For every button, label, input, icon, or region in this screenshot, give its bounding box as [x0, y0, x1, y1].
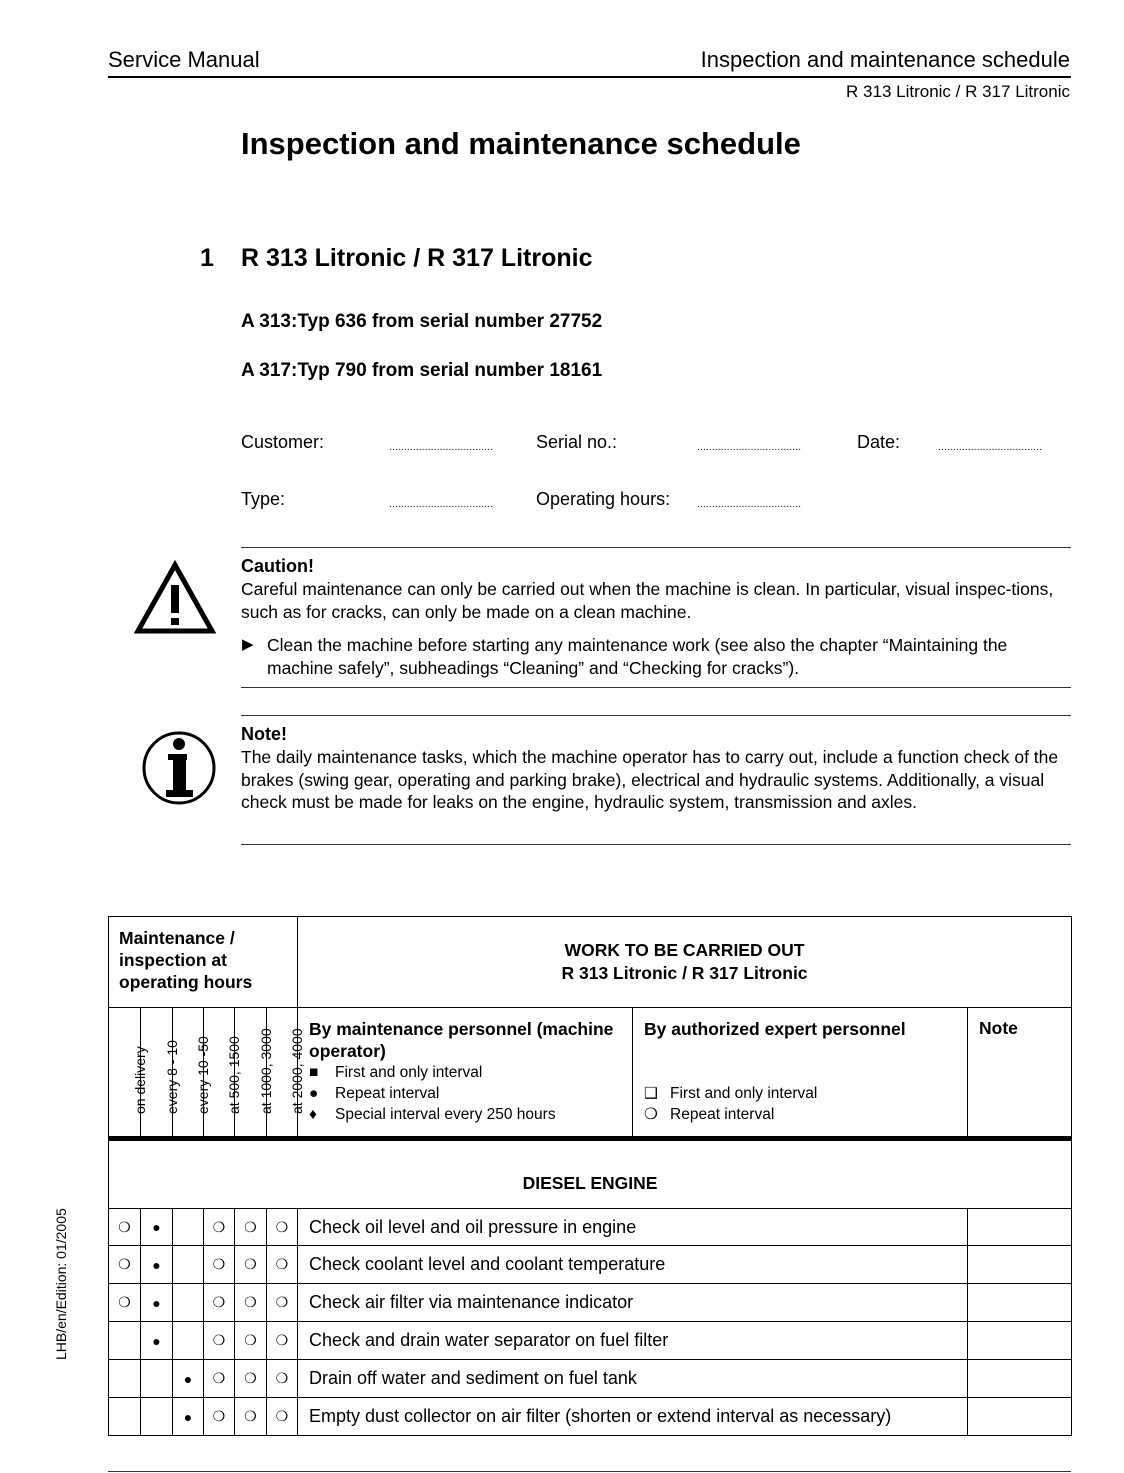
- section-title: R 313 Litronic / R 317 Litronic: [241, 244, 593, 272]
- interval-mark: ❍: [204, 1360, 235, 1398]
- interval-mark: ❍: [235, 1398, 267, 1436]
- expert-title: By authorized expert personnel: [644, 1019, 906, 1039]
- interval-label: every 8 - 10: [163, 1040, 180, 1114]
- interval-mark: [173, 1209, 204, 1246]
- hollow-square-icon: ❑: [644, 1085, 658, 1102]
- header-rule: [108, 76, 1071, 78]
- interval-mark: ❍: [204, 1398, 235, 1436]
- serial-label: Serial no.:: [536, 432, 618, 452]
- header-left: Service Manual: [108, 47, 260, 72]
- interval-mark: [173, 1322, 204, 1360]
- note-heading: Note!: [241, 724, 287, 744]
- interval-mark: ❍: [267, 1209, 298, 1246]
- table-row: [109, 1398, 1072, 1436]
- table-row: [109, 1322, 1072, 1360]
- interval-mark: ❍: [235, 1246, 267, 1284]
- note-col-header: Note: [968, 1008, 1072, 1139]
- interval-mark: ❍: [235, 1360, 267, 1398]
- personnel-legend: [309, 1062, 622, 1125]
- interval-label: on delivery: [131, 1046, 148, 1114]
- interval-mark: ❍: [235, 1209, 267, 1246]
- table-row: [109, 1209, 1072, 1246]
- interval-col-500: [204, 1008, 242, 1139]
- caution-bottom-rule: [241, 687, 1071, 688]
- interval-mark: [173, 1246, 204, 1284]
- interval-mark: ❍: [204, 1284, 235, 1322]
- header-right: Inspection and maintenance schedule: [700, 47, 1070, 72]
- note-cell: [968, 1322, 1072, 1360]
- interval-mark: ●: [141, 1322, 173, 1360]
- interval-header: Maintenance / inspection at operating hours: [109, 917, 298, 1008]
- expert-legend: [644, 1083, 957, 1125]
- task-text: Check and drain water separator on fuel filter: [298, 1322, 968, 1360]
- interval-mark: ❍: [267, 1360, 298, 1398]
- customer-label: Customer:: [241, 432, 325, 452]
- interval-mark: [173, 1284, 204, 1322]
- section-diesel-engine: DIESEL ENGINE: [109, 1139, 1072, 1209]
- table-row: [109, 1360, 1072, 1398]
- interval-col-2000: [267, 1008, 305, 1139]
- bullet-arrow-icon: ▶: [242, 636, 254, 653]
- note-cell: [968, 1246, 1072, 1284]
- interval-col-on-delivery: [109, 1008, 148, 1139]
- table-row: [109, 1246, 1072, 1284]
- interval-mark: ●: [141, 1246, 173, 1284]
- task-text: Drain off water and sediment on fuel tank: [298, 1360, 968, 1398]
- work-header: [298, 917, 1072, 1008]
- interval-label: at 500, 1500: [226, 1036, 242, 1114]
- date-field[interactable]: ...................................: [938, 442, 1043, 453]
- page-title: Inspection and maintenance schedule: [241, 126, 801, 161]
- interval-mark: [109, 1398, 141, 1436]
- work-header-title: WORK TO BE CARRIED OUT: [564, 940, 805, 960]
- filled-circle-icon: ●: [309, 1085, 319, 1102]
- interval-mark: [109, 1322, 141, 1360]
- legend-item: Repeat interval: [670, 1106, 775, 1123]
- interval-mark: ❍: [267, 1322, 298, 1360]
- interval-mark: ●: [173, 1398, 204, 1436]
- typ-line-2: A 317:Typ 790 from serial number 18161: [241, 360, 603, 381]
- note-cell: [968, 1209, 1072, 1246]
- header-subtitle: R 313 Litronic / R 317 Litronic: [846, 82, 1070, 101]
- interval-mark: [141, 1360, 173, 1398]
- task-text: Check oil level and oil pressure in engine: [298, 1209, 968, 1246]
- caution-top-rule: [241, 547, 1071, 548]
- interval-label: at 2000, 4000: [289, 1028, 305, 1114]
- interval-mark: ❍: [267, 1284, 298, 1322]
- interval-mark: ❍: [109, 1209, 141, 1246]
- hollow-circle-icon: ❍: [644, 1106, 658, 1123]
- customer-field[interactable]: ...................................: [389, 442, 494, 453]
- type-label: Type:: [241, 489, 286, 509]
- caution-bullet: Clean the machine before starting any maintenance work (see also the chapter “Maintaining the machine safely”, subheadings “Cleaning” and “Checking for cracks”).: [267, 635, 1008, 678]
- interval-mark: ❍: [109, 1284, 141, 1322]
- interval-mark: ❍: [235, 1284, 267, 1322]
- interval-mark: ❍: [204, 1209, 235, 1246]
- note-text: The daily maintenance tasks, which the machine operator has to carry out, include a function check of the brakes (swing gear, operating and parking brake), electrical and hydraulic systems. Additionally, a visual check must be made for leaks on the engine, hydraulic system, transmission and axles.: [241, 747, 1059, 812]
- task-text: Check air filter via maintenance indicator: [298, 1284, 968, 1322]
- interval-mark: ❍: [235, 1322, 267, 1360]
- hours-field[interactable]: ...................................: [697, 499, 802, 510]
- interval-col-1000: [235, 1008, 274, 1139]
- note-cell: [968, 1398, 1072, 1436]
- diamond-icon: ♦: [309, 1106, 317, 1123]
- caution-text: Careful maintenance can only be carried out when the machine is clean. In particular, visual inspec-tions, such as for cracks, can only be made on a clean machine.: [241, 579, 1054, 622]
- expert-header: [633, 1008, 968, 1139]
- interval-mark: ❍: [204, 1322, 235, 1360]
- date-label: Date:: [857, 432, 901, 452]
- note-cell: [968, 1284, 1072, 1322]
- hours-label: Operating hours:: [536, 489, 671, 509]
- interval-col-8-10: [141, 1008, 180, 1139]
- filled-square-icon: ■: [309, 1064, 319, 1081]
- legend-item: First and only interval: [335, 1064, 483, 1081]
- interval-mark: ❍: [109, 1246, 141, 1284]
- warning-triangle-icon: [134, 560, 216, 636]
- serial-field[interactable]: ...................................: [697, 442, 802, 453]
- note-bottom-rule: [241, 844, 1071, 845]
- legend-item: First and only interval: [670, 1085, 818, 1102]
- legend-item: Repeat interval: [335, 1085, 440, 1102]
- legend-item: Special interval every 250 hours: [335, 1106, 556, 1123]
- interval-mark: ●: [141, 1284, 173, 1322]
- interval-mark: ❍: [204, 1246, 235, 1284]
- interval-mark: [141, 1398, 173, 1436]
- note-cell: [968, 1360, 1072, 1398]
- interval-mark: [109, 1360, 141, 1398]
- interval-label: every 10 -50: [195, 1036, 211, 1114]
- section-number: 1: [200, 244, 214, 272]
- typ-line-1: A 313:Typ 636 from serial number 27752: [241, 311, 603, 332]
- task-text: Empty dust collector on air filter (shorten or extend interval as necessary): [298, 1398, 968, 1436]
- personnel-header: [298, 1008, 633, 1139]
- interval-mark: ❍: [267, 1246, 298, 1284]
- table-row: [109, 1284, 1072, 1322]
- footer-rule: [108, 1471, 1071, 1472]
- personnel-title: By maintenance personnel (machine operator): [309, 1019, 614, 1061]
- schedule-table: [108, 916, 1072, 1436]
- edition-side-text: LHB/en/Edition: 01/2005: [53, 1208, 69, 1360]
- task-text: Check coolant level and coolant temperature: [298, 1246, 968, 1284]
- interval-mark: ●: [141, 1209, 173, 1246]
- interval-mark: ●: [173, 1360, 204, 1398]
- caution-heading: Caution!: [241, 556, 314, 576]
- work-header-models: R 313 Litronic / R 317 Litronic: [561, 963, 808, 983]
- interval-col-10-50: [173, 1008, 211, 1139]
- note-top-rule: [241, 715, 1071, 716]
- interval-mark: ❍: [267, 1398, 298, 1436]
- interval-label: at 1000, 3000: [257, 1028, 274, 1114]
- info-icon: [141, 730, 217, 806]
- type-field[interactable]: ...................................: [389, 499, 494, 510]
